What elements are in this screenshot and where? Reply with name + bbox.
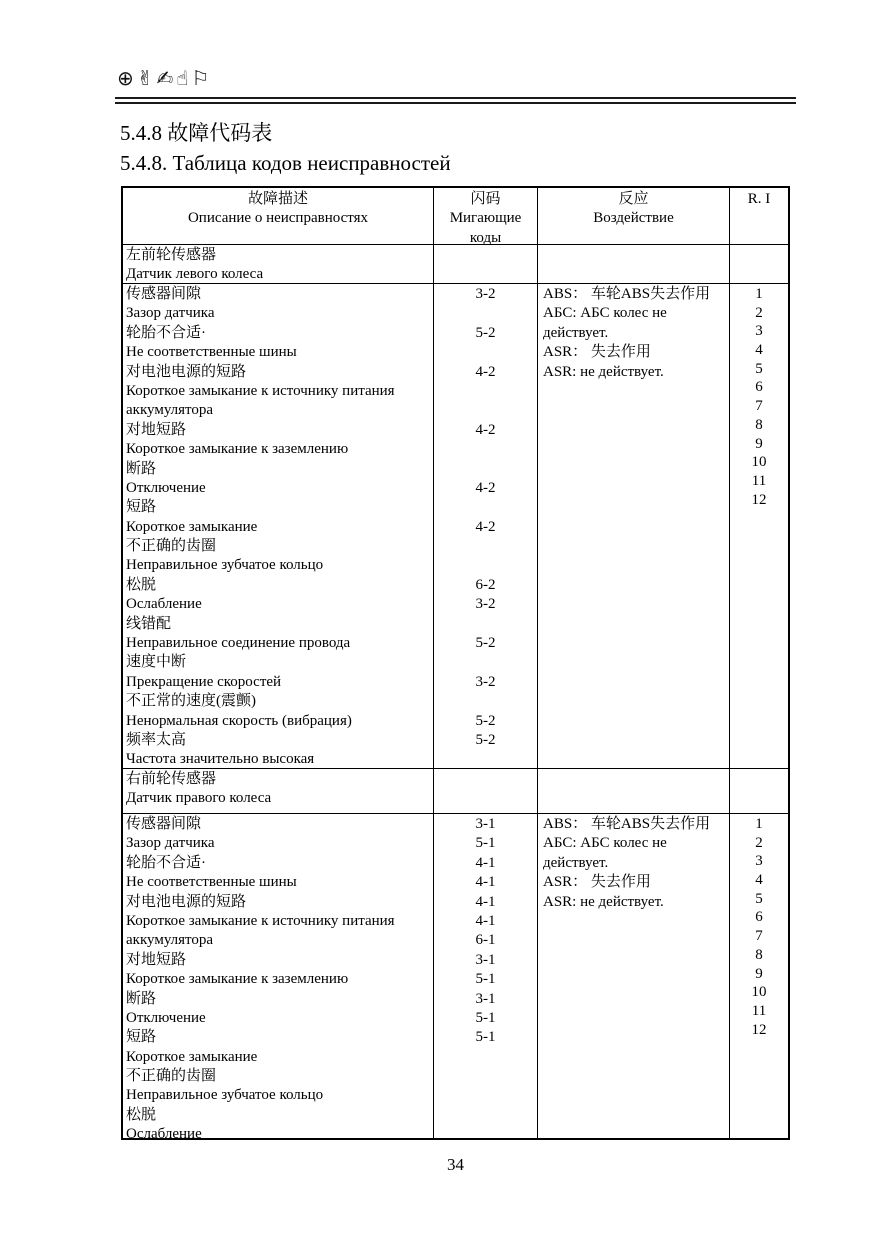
brand-logo: ⊕✌✍☝⚐ [117,66,213,90]
text-line: Прекращение скоростей [126,673,282,690]
text-line: 对地短路 [126,951,187,968]
text-line [434,343,537,362]
header-cell-ri [729,188,788,244]
text-line [434,1067,537,1086]
text-line [434,1106,537,1125]
text-line: 5-2 [475,635,496,652]
text-line: 8 [755,416,763,433]
text-line: Ненормальная скорость (вибрация) [126,712,352,729]
section-title-ru: 5.4.8. Таблица кодов неисправностей [120,151,451,175]
text-line: 5 [755,360,763,377]
text-line: Короткое замыкание [126,1048,258,1065]
text-line: 4-2 [475,421,496,438]
text-line: 6 [755,909,763,926]
text-line [434,1048,537,1067]
text-line: 4 [755,872,763,889]
text-line: Неправильное соединение провода [126,635,351,652]
text-line: Датчик левого колеса [126,266,264,283]
text-line [434,615,537,634]
text-line [434,537,537,556]
fault-descriptions-cell [123,284,433,768]
text-line: 3-2 [475,286,496,302]
text-line: Короткое замыкание [126,518,258,535]
text-line: 9 [755,435,763,452]
text-line: Короткое замыкание к заземлению [126,441,349,458]
text-line: 3-2 [475,596,496,613]
text-line [434,304,537,323]
text-line: коды [469,229,502,244]
text-line: ASR： 失去作用 [543,874,651,891]
text-line: 断路 [126,460,157,477]
text-line: 11 [751,1002,767,1019]
text-line: Ослабление [126,1126,202,1138]
text-line: 不正常的速度(震颤) [126,693,256,710]
text-line: 2 [755,304,763,321]
text-line: 闪码 [470,191,501,207]
text-line: Зазор датчика [126,835,215,852]
text-line: 5-2 [475,712,496,729]
text-line: Короткое замыкание к источнику питания [126,382,395,399]
text-line: Зазор датчика [126,305,215,322]
text-line [434,460,537,479]
text-line [434,1125,537,1138]
text-line: 不正确的齿圈 [126,1068,217,1085]
ri-cell [729,284,788,768]
section-row-right-front-sensor [123,768,788,813]
text-line: 12 [751,491,767,508]
text-line: 对电池电源的短路 [126,893,247,910]
text-line: АБС: АБС колес не [543,835,667,852]
text-line: 频率太高 [126,731,187,748]
text-line: 5-1 [475,835,496,852]
text-line: ASR: не действует. [543,893,664,910]
text-line: 5-2 [475,731,496,748]
text-line: R. I [747,191,771,207]
text-line [434,401,537,420]
text-line: 故障描述 [247,191,308,207]
text-line: 5-1 [475,1009,496,1026]
text-line: 9 [755,965,763,982]
text-line: 3-2 [475,673,496,690]
flash-codes-cell [433,814,537,1138]
text-line: 10 [751,984,767,1001]
text-line: Отключение [126,1009,206,1026]
text-line: 右前轮传感器 [126,771,217,787]
text-line: Не соответственные шины [126,874,297,891]
text-line: Датчик правого колеса [126,790,272,807]
text-line [434,382,537,401]
text-line: Описание о неисправностях [187,210,369,227]
text-line: 短路 [126,1029,157,1046]
text-line: Короткое замыкание к заземлению [126,971,349,988]
text-line: 4-2 [475,363,496,380]
text-line: 10 [751,454,767,471]
section-row-left-front-sensor [123,244,788,283]
text-line: ASR: не действует. [543,363,664,380]
text-line: Ослабление [126,596,202,613]
text-line: Неправильное зубчатое кольцо [126,1087,324,1104]
section-title-cell [123,245,433,283]
text-line [434,692,537,711]
text-line: Короткое замыкание к источнику питания [126,912,395,929]
fault-block-left-front [123,283,788,768]
header-cell-reaction [537,188,729,244]
text-line [434,750,537,768]
text-line: 6-2 [475,576,496,593]
empty-cell [537,769,729,813]
text-line: 传感器间隙 [126,286,202,302]
text-line: 轮胎不合适· [126,324,206,341]
header-cell-flash-codes [433,188,537,244]
text-line: 7 [755,928,763,945]
text-line: 1 [755,816,763,832]
fault-code-table [121,186,790,1140]
text-line: 6 [755,379,763,396]
text-line: 轮胎不合适· [126,854,206,871]
text-line: 速度中断 [126,654,187,671]
table-header-row [123,188,788,244]
text-line: 6-1 [475,932,496,949]
text-line: 7 [755,398,763,415]
text-line: Не соответственные шины [126,344,297,361]
text-line: 3-1 [475,816,496,832]
text-line: 3-1 [475,990,496,1007]
text-line: действует. [543,854,609,871]
text-line: 不正确的齿圈 [126,538,217,555]
text-line: 反应 [618,191,649,207]
page-number: 34 [447,1155,464,1174]
text-line: аккумулятора [126,402,214,419]
text-line: 5 [755,890,763,907]
text-line: 线错配 [126,615,172,632]
text-line: 4-2 [475,518,496,535]
text-line: 4-1 [475,854,496,871]
text-line: 4-1 [475,893,496,910]
text-line: 4-1 [475,912,496,929]
header-cell-fault-description [123,188,433,244]
flash-codes-cell [433,284,537,768]
text-line: 3 [755,323,763,340]
text-line: Частота значительно высокая [126,751,315,768]
reaction-cell [537,814,729,1138]
text-line: ASR： 失去作用 [543,344,651,361]
text-line: 4-1 [475,874,496,891]
text-line: 12 [751,1021,767,1038]
text-line: 4 [755,342,763,359]
empty-cell [729,245,788,283]
text-line: 左前轮传感器 [126,247,217,263]
text-line: 2 [755,834,763,851]
section-title-zh: 5.4.8 故障代码表 [120,121,273,145]
text-line: 5-2 [475,324,496,341]
text-line: 3-1 [475,951,496,968]
text-line: 对地短路 [126,421,187,438]
text-line: ABS： 车轮ABS失去作用 [543,286,711,302]
text-line: 5-1 [475,1029,496,1046]
text-line: 1 [755,286,763,302]
fault-descriptions-cell [123,814,433,1138]
text-line: аккумулятора [126,932,214,949]
text-line [434,440,537,459]
text-line: 11 [751,472,767,489]
empty-cell [433,769,537,813]
text-line: ABS： 车轮ABS失去作用 [543,816,711,832]
text-line: 传感器间隙 [126,816,202,832]
text-line: 5-1 [475,971,496,988]
text-line [434,1086,537,1105]
empty-cell [729,769,788,813]
fault-block-right-front [123,813,788,1138]
text-line [434,653,537,672]
text-line: 松脱 [126,576,157,593]
empty-cell [537,245,729,283]
ri-cell [729,814,788,1138]
text-line: 短路 [126,499,157,516]
text-line: 8 [755,946,763,963]
text-line: 3 [755,853,763,870]
text-line: АБС: АБС колес не [543,305,667,322]
text-line: 断路 [126,990,157,1007]
text-line: 4-2 [475,479,496,496]
text-line: Мигающие [449,210,522,227]
text-line [434,498,537,517]
empty-cell [433,245,537,283]
text-line: 对电池电源的短路 [126,363,247,380]
text-line [434,556,537,575]
text-line: Неправильное зубчатое кольцо [126,557,324,574]
header-rule [115,97,796,104]
reaction-cell [537,284,729,768]
text-line: действует. [543,324,609,341]
text-line: 松脱 [126,1106,157,1123]
text-line: Отключение [126,479,206,496]
section-title-cell [123,769,433,813]
text-line: Воздействие [593,210,674,227]
